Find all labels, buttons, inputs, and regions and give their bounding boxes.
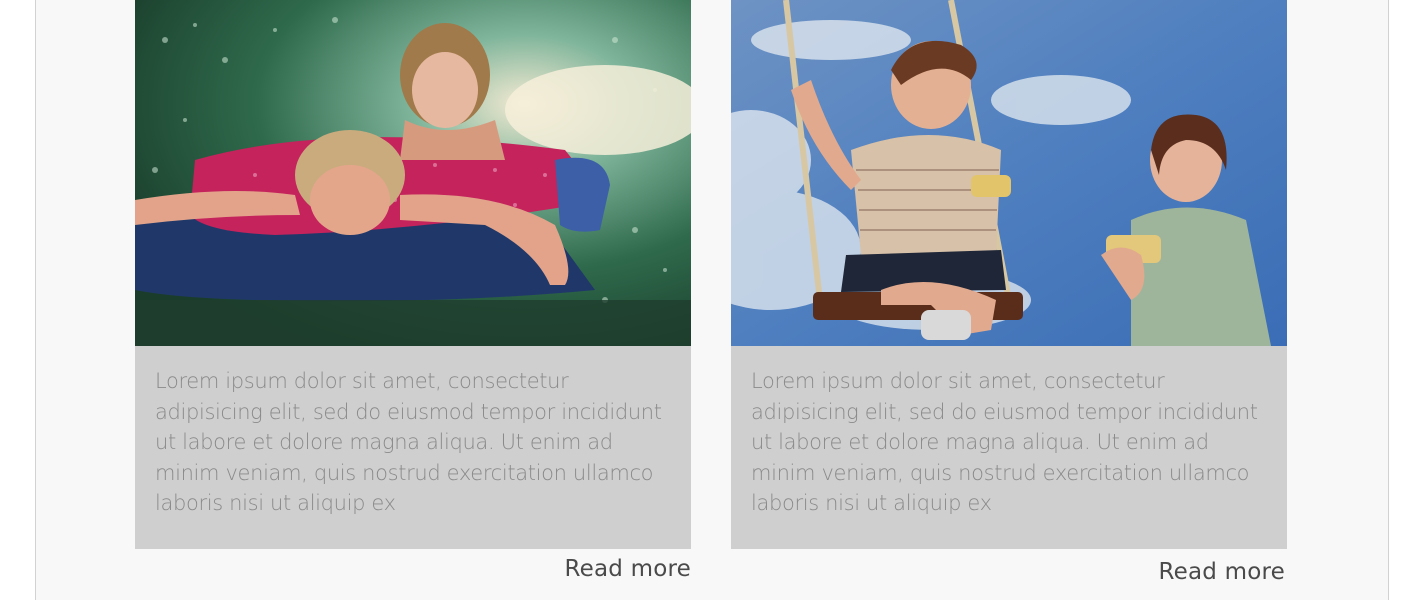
card-photo-swing[interactable] <box>731 0 1287 346</box>
card-photo-raft[interactable] <box>135 0 691 346</box>
article-card <box>731 0 1287 585</box>
article-card <box>135 0 691 582</box>
read-more-link[interactable]: Read more <box>1158 559 1285 585</box>
card-excerpt: Lorem ipsum dolor sit amet, consectetur adipisicing elit, sed do eiusmod tempor incididunt ut labore et dolore magna aliqua. Ut enim ad minim veniam, quis nostrud exercitation ullamco laboris nisi ut aliquip ex <box>155 369 662 515</box>
swing-photo-illustration <box>731 0 1287 346</box>
card-body <box>135 346 691 549</box>
card-body <box>731 346 1287 549</box>
read-more-link[interactable]: Read more <box>564 556 691 582</box>
card-excerpt: Lorem ipsum dolor sit amet, consectetur adipisicing elit, sed do eiusmod tempor incididunt ut labore et dolore magna aliqua. Ut enim ad minim veniam, quis nostrud exercitation ullamco laboris nisi ut aliquip ex <box>751 369 1258 515</box>
raft-photo-illustration <box>135 0 691 346</box>
